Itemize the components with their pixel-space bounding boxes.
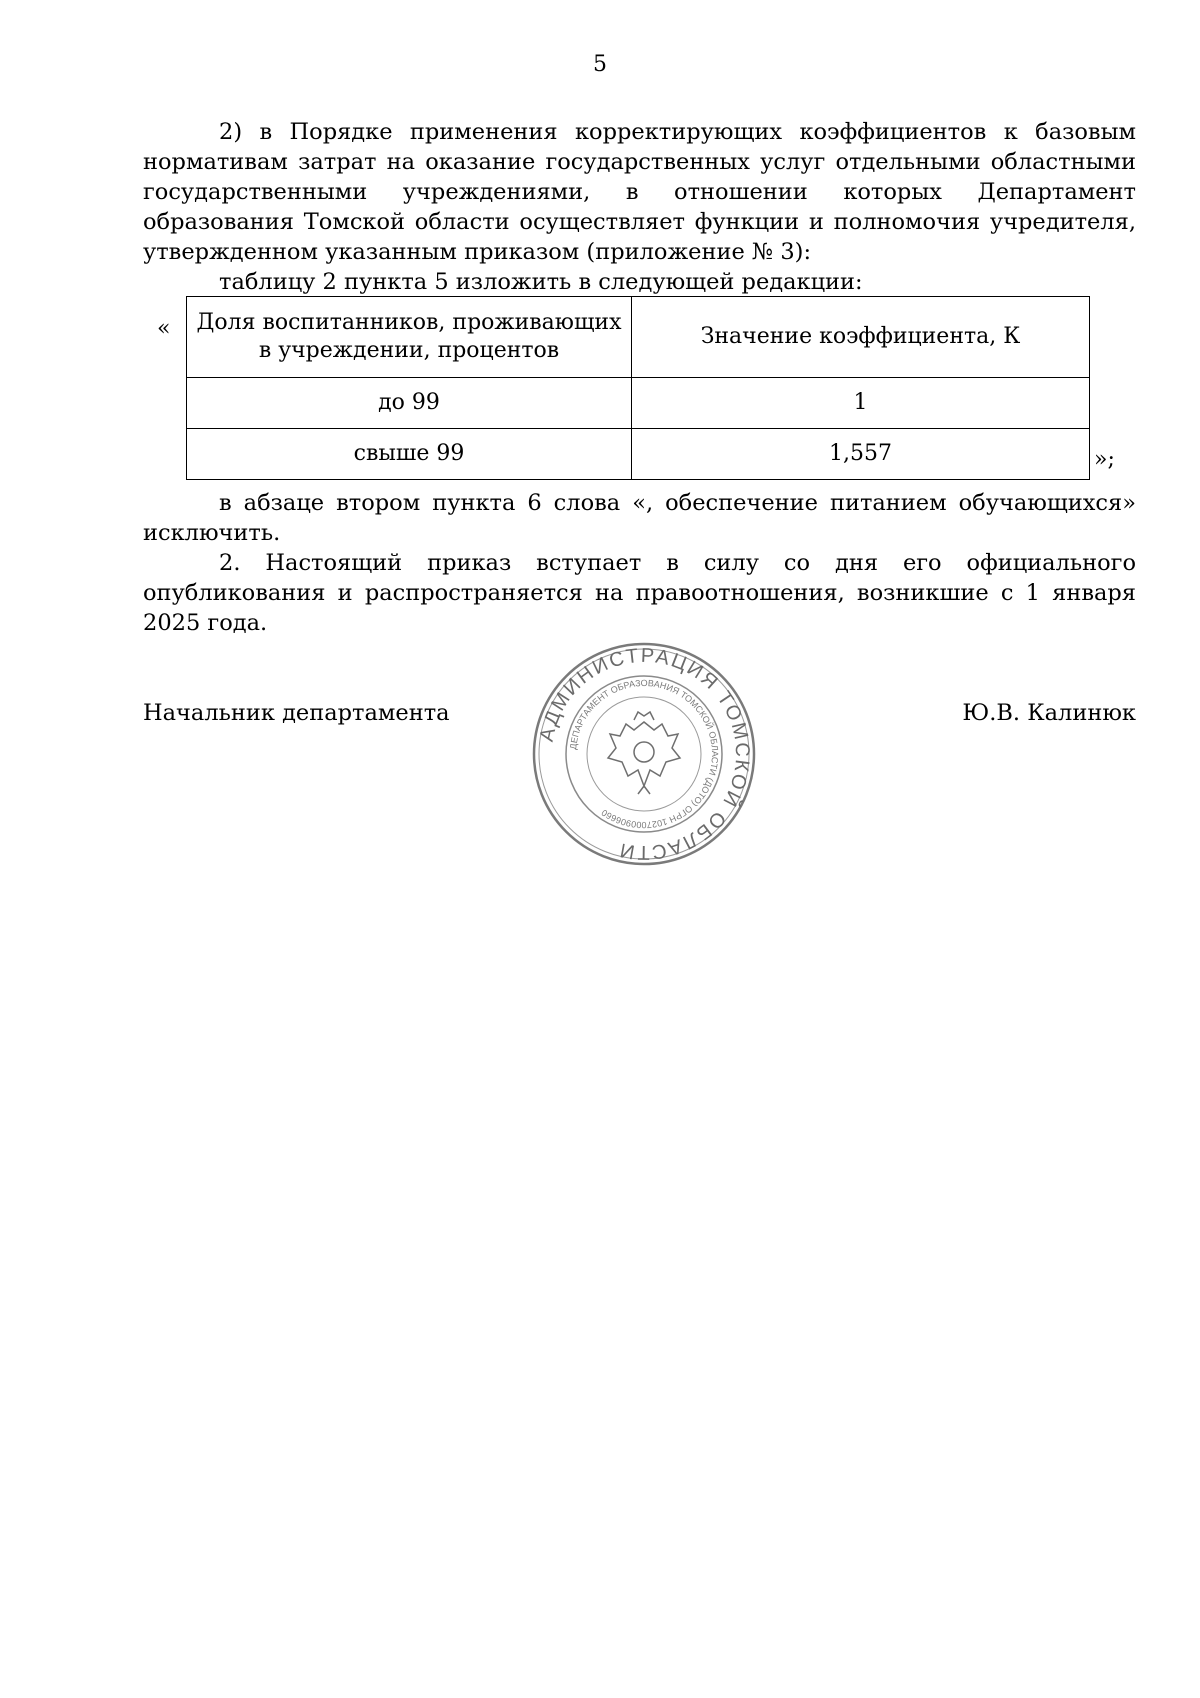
paragraph-amendment bbox=[143, 117, 1136, 297]
table-intro: таблицу 2 пункта 5 изложить в следующей редакции: bbox=[219, 269, 863, 295]
stamp-outer-text: АДМИНИСТРАЦИЯ ТОМСКОЙ ОБЛАСТИ bbox=[535, 644, 754, 864]
table-cell: до 99 bbox=[187, 378, 632, 429]
paragraph-amendment-body: 2) в Порядке применения корректирующих коэффициентов к базовым нормативам затрат на оказание государственных услуг отдельными областными государственными учреждениями, в отношении которых Департамент образования Томской области осуществляет функции и полномочия учредителя, утвержденном указанным приказом (приложение № 3): bbox=[143, 119, 1136, 265]
quote-close: »; bbox=[1094, 447, 1115, 472]
paragraph-exclusion bbox=[143, 488, 1136, 548]
quote-open: « bbox=[157, 316, 171, 341]
svg-text:АДМИНИСТРАЦИЯ ТОМСКОЙ ОБЛАСТИ bbox=[536, 645, 753, 863]
page-number: 5 bbox=[593, 52, 607, 77]
paragraph-exclusion-text: в абзаце втором пункта 6 слова «, обеспечение питанием обучающихся» исключить. bbox=[143, 490, 1136, 546]
signature-name: Ю.В. Калинюк bbox=[962, 700, 1136, 726]
table-header-cell: Доля воспитанников, проживающих в учреждении, процентов bbox=[187, 297, 632, 378]
table-header-cell: Значение коэффициента, К bbox=[632, 297, 1090, 378]
table-row bbox=[187, 429, 1090, 480]
table-cell: 1 bbox=[632, 378, 1090, 429]
paragraph-effective-date-text: 2. Настоящий приказ вступает в силу со дня его официального опубликования и распространяется на правоотношения, возникшие с 1 января 2025 года. bbox=[143, 550, 1136, 636]
table-row bbox=[187, 378, 1090, 429]
stamp-inner-text: ДЕПАРТАМЕНТ ОБРАЗОВАНИЯ ТОМСКОЙ ОБЛАСТИ (ДОТО) ОГРН 1027000906660 bbox=[568, 677, 721, 831]
official-stamp-icon bbox=[530, 640, 758, 868]
table-header-row bbox=[187, 297, 1090, 378]
paragraph-effective-date bbox=[143, 548, 1136, 638]
coefficient-table bbox=[186, 296, 1090, 480]
svg-text:ДЕПАРТАМЕНТ ОБРАЗОВАНИЯ ТОМСКО bbox=[568, 678, 720, 830]
table-cell: свыше 99 bbox=[187, 429, 632, 480]
table-cell: 1,557 bbox=[632, 429, 1090, 480]
signature-position: Начальник департамента bbox=[143, 700, 450, 726]
